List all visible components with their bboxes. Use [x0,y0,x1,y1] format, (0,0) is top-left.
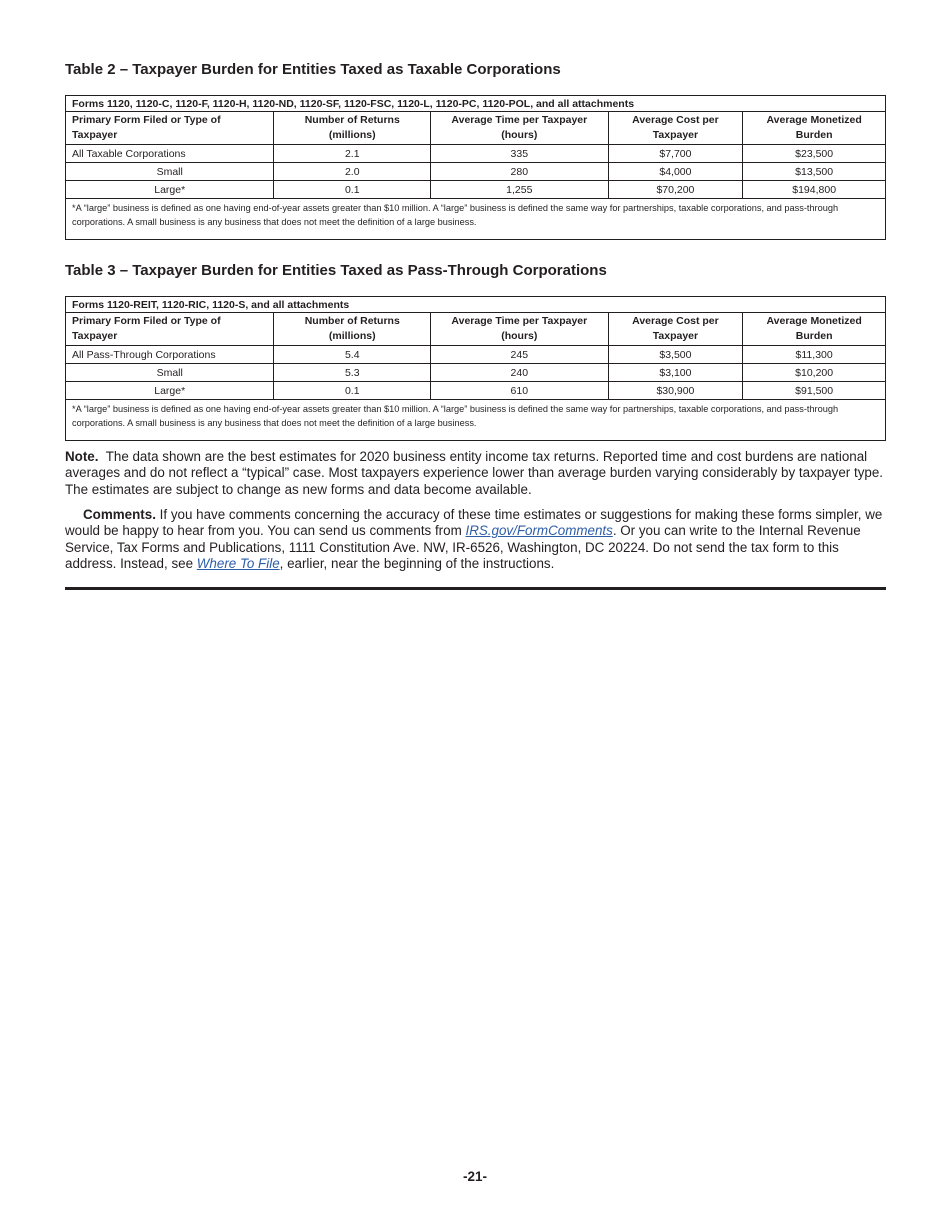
table-cell: $30,900 [608,382,743,400]
note-text: The data shown are the best estimates for 2020 business entity income tax returns. Reported time and cost burdens are national averages and do not reflect a “typical” case. Most taxpayers experience lower than average burden varying considerably by taxpayer type. The estimates are subject to change as new forms and data become available. [65,449,884,497]
table-cell: 245 [431,346,609,364]
table-row [66,346,886,364]
table-cell: 0.1 [274,181,431,199]
comments-text: . Or you can write to the Internal Revenue Service, Tax Forms and Publications, 1111 Constitution Ave. NW, IR-6526, Washington, DC 20224. Do not send the tax form to this address. Instead, see [65,523,861,572]
comments-label: Comments. [83,507,156,522]
table-cell: Small [66,364,274,382]
table2-col-header: Average Monetized Burden [743,112,886,145]
table3-forms-header: Forms 1120-REIT, 1120-RIC, 1120-S, and all attachments [66,297,886,313]
table3-col-header: Number of Returns (millions) [274,313,431,346]
comments-text: , earlier, near the beginning of the instructions. [279,556,555,572]
table-cell: 2.0 [274,163,431,181]
table-cell: Large* [66,382,274,400]
table-row [66,145,886,163]
table-row [66,163,886,181]
table-cell: $70,200 [608,181,743,199]
table-cell: 5.3 [274,364,431,382]
table3 [65,296,886,441]
page-number: -21- [462,1169,487,1184]
table-cell: $10,200 [743,364,886,382]
table-cell: $3,100 [608,364,743,382]
table-cell: 610 [431,382,609,400]
table-cell: 280 [431,163,609,181]
table-cell: $7,700 [608,145,743,163]
table2-footnote: *A “large” business is defined as one having end-of-year assets greater than $10 million. A “large” business is defined the same way for partnerships, taxable corporations, and pass-through corporations. A small business is any business that does not meet the definition of a large business. [66,199,886,240]
table-cell: $23,500 [743,145,886,163]
table2-col-header: Primary Form Filed or Type of Taxpayer [66,112,274,145]
table-cell: $91,500 [743,382,886,400]
note-paragraph [65,449,887,498]
table2-col-header: Average Time per Taxpayer (hours) [431,112,609,145]
table-cell: 5.4 [274,346,431,364]
table3-title: Table 3 – Taxpayer Burden for Entities Taxed as Pass-Through Corporations [65,262,607,279]
table-cell: All Pass-Through Corporations [66,346,274,364]
table2 [65,95,886,240]
irs-form-comments-link[interactable]: IRS.gov/FormComments [465,523,613,539]
table-cell: 1,255 [431,181,609,199]
table3-col-header: Average Monetized Burden [743,313,886,346]
table2-title: Table 2 – Taxpayer Burden for Entities Taxed as Taxable Corporations [65,61,561,78]
table-cell: $4,000 [608,163,743,181]
table-cell: 240 [431,364,609,382]
table-row [66,364,886,382]
table-cell: 335 [431,145,609,163]
comments-text: If you have comments concerning the accuracy of these time estimates or suggestions for making these forms simpler, we would be happy to hear from you. You can send us comments from [65,507,883,539]
table-cell: Large* [66,181,274,199]
table2-forms-header: Forms 1120, 1120-C, 1120-F, 1120-H, 1120-ND, 1120-SF, 1120-FSC, 1120-L, 1120-PC, 1120-POL, and all attachments [66,96,886,112]
note-label: Note. [65,449,99,464]
table3-col-header: Average Time per Taxpayer (hours) [431,313,609,346]
table-cell: $11,300 [743,346,886,364]
table-cell: $194,800 [743,181,886,199]
table-row [66,181,886,199]
comments-paragraph [65,507,887,573]
table2-col-header: Number of Returns (millions) [274,112,431,145]
table3-col-header: Average Cost per Taxpayer [608,313,743,346]
table2-col-header: Average Cost per Taxpayer [608,112,743,145]
where-to-file-link[interactable]: Where To File [196,556,280,572]
table3-footnote: *A “large” business is defined as one having end-of-year assets greater than $10 million. A “large” business is defined the same way for partnerships, taxable corporations, and pass-through corporations. A small business is any business that does not meet the definition of a large business. [66,400,886,441]
table-cell: $13,500 [743,163,886,181]
table-cell: $3,500 [608,346,743,364]
table-cell: 2.1 [274,145,431,163]
table-cell: 0.1 [274,382,431,400]
table-cell: All Taxable Corporations [66,145,274,163]
table-row [66,382,886,400]
table3-col-header: Primary Form Filed or Type of Taxpayer [66,313,274,346]
table-cell: Small [66,163,274,181]
section-divider [65,587,886,590]
